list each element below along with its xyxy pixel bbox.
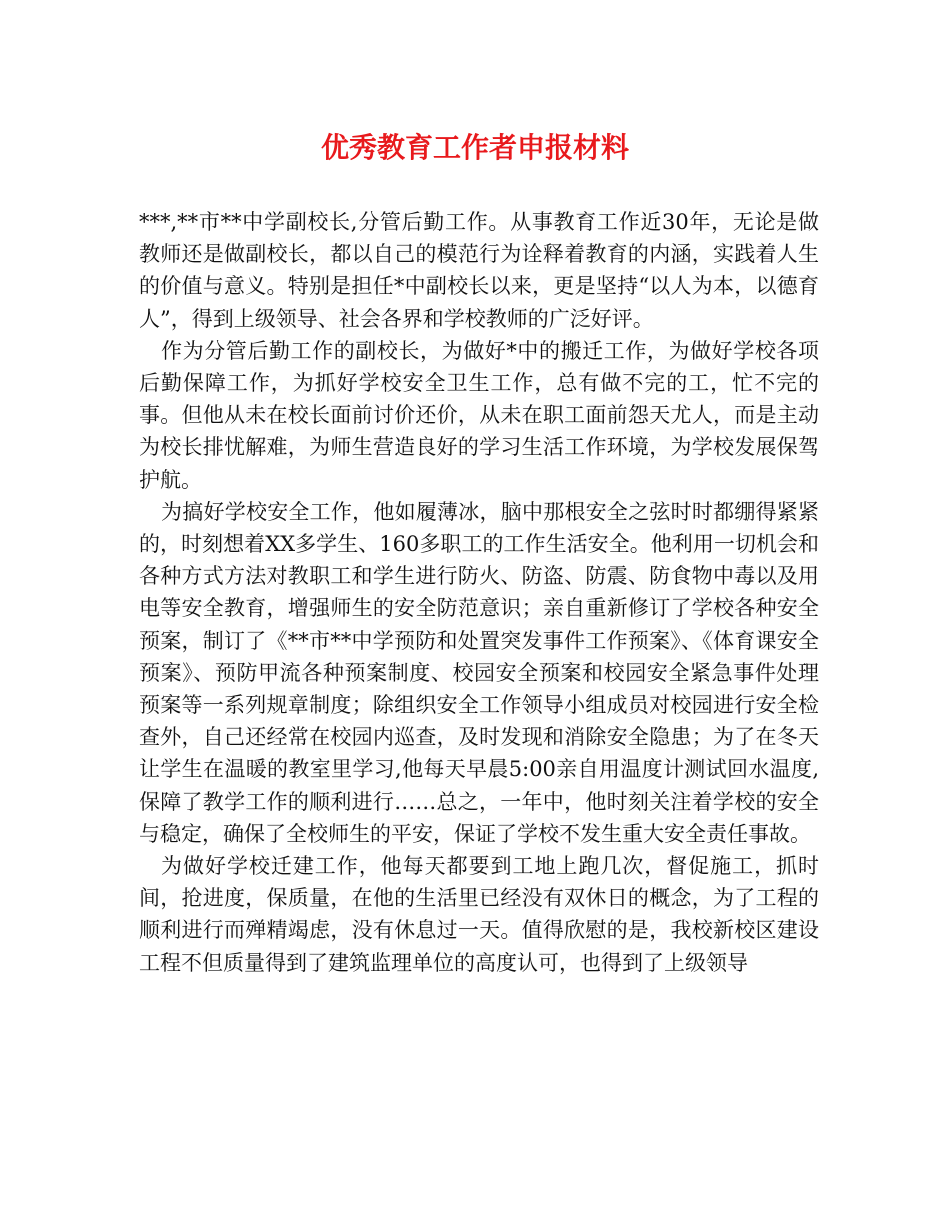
paragraph-intro: ***,**市**中学副校长,分管后勤工作。从事教育工作近30年，无论是做教师还是做副校长，都以自己的模范行为诠释着教育的内涵，实践着人生的价值与意义。特别是担任*中副校长以来，更是坚持“以人为本，以德育人”，得到上级领导、社会各界和学校教师的广泛好评。 <box>139 210 819 331</box>
paragraph-safety: 为搞好学校安全工作，他如履薄冰，脑中那根安全之弦时时都绷得紧紧的，时刻想着XX多学生、160多职工的工作生活安全。他利用一切机会和各种方式方法对教职工和学生进行防火、防盗、防震、防食物中毒以及用电等安全教育，增强师生的安全防范意识；亲自重新修订了学校各种安全预案，制订了《**市**中学预防和处置突发事件工作预案》、《体育课安全预案》、预防甲流各种预案制度、校园安全预案和校园安全紧急事件处理预案等一系列规章制度；除组织安全工作领导小组成员对校园进行安全检查外，自己还经常在校园内巡查，及时发现和消除安全隐患；为了在冬天让学生在温暖的教室里学习,他每天早晨5:00亲自用温度计测试回水温度,保障了教学工作的顺利进行……总之，一年中，他时刻关注着学校的安全与稳定，确保了全校师生的平安，保证了学校不发生重大安全责任事故。 <box>139 499 819 846</box>
paragraph-relocation: 为做好学校迁建工作，他每天都要到工地上跑几次，督促施工，抓时间，抢进度，保质量，在他的生活里已经没有双休日的概念，为了工程的顺利进行而殚精竭虑，没有休息过一天。值得欣慰的是，我校新校区建设工程不但质量得到了建筑监理单位的高度认可，也得到了上级领导 <box>139 854 819 975</box>
document-title: 优秀教育工作者申报材料 <box>320 131 629 164</box>
paragraph-logistics: 作为分管后勤工作的副校长，为做好*中的搬迁工作，为做好学校各项后勤保障工作，为抓好学校安全卫生工作，总有做不完的工，忙不完的事。但他从未在校长面前讨价还价，从未在职工面前怨天尤人，而是主动为校长排忧解难，为师生营造良好的学习生活工作环境，为学校发展保驾护航。 <box>139 338 819 492</box>
document-body <box>139 206 819 979</box>
